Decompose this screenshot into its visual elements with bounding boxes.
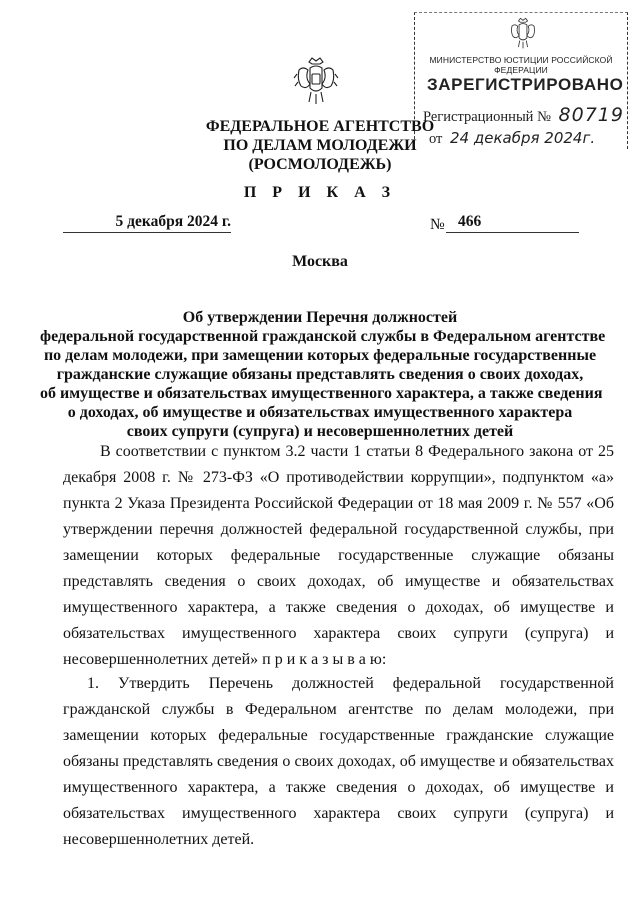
title-line: федеральной государственной гражданской службы в Федеральном агентстве: [40, 328, 606, 345]
item-1-paragraph: 1. Утвердить Перечень должностей федеральной государственной гражданской службы в Федеральном агентстве по делам молодежи, при замещении которых федеральные государственные гражданские служащие обязаны представлять сведения о своих доходах, об имуществе и обязательствах имущественного характера, а также сведения о доходах, об имуществе и обязательствах имущественного характера своих супруги (супруга) и несовершеннолетних детей.: [63, 675, 614, 848]
stamp-registration-label: Регистрационный №: [423, 109, 551, 125]
document-type: П Р И К А З: [243, 184, 397, 201]
title-line: по делам молодежи, при замещении которых федеральные государственные: [43, 347, 597, 364]
title-line: об имуществе и обязательствах имущественного характера, а также сведения: [40, 385, 603, 402]
stamp-ministry-name: МИНИСТЕРСТВО ЮСТИЦИИ РОССИЙСКОЙ ФЕДЕРАЦИИ: [429, 55, 613, 75]
title-line: Об утверждении Перечня должностей: [182, 309, 458, 326]
agency-line: ФЕДЕРАЛЬНОЕ АГЕНТСТВО: [205, 118, 435, 135]
order-number-sign: №: [430, 216, 445, 233]
coat-of-arms-icon: [293, 56, 339, 108]
agency-line: ПО ДЕЛАМ МОЛОДЕЖИ: [223, 137, 417, 154]
order-number: 466: [446, 213, 579, 233]
agency-line: (РОСМОЛОДЕЖЬ): [248, 156, 392, 173]
preamble-paragraph: В соответствии с пунктом 3.2 части 1 статьи 8 Федерального закона от 25 декабря 2008 г. № 273-ФЗ «О противодействии коррупции», подпунктом «а» пункта 2 Указа Президента Российской Федерации от 18 мая 2009 г. № 557 «Об утверждении перечня должностей федеральной государственной службы, при замещении которых федеральные государственные служащие обязаны представлять сведения о своих доходах, об имуществе и обязательствах имущественного характера, а также сведения о доходах, об имуществе и обязательствах имущественного характера своих супруги (супруга) и несовершеннолетних детей» п р и к а з ы в а ю:: [63, 443, 614, 668]
stamp-registration-line: [423, 104, 624, 126]
order-date: 5 декабря 2024 г.: [63, 213, 231, 233]
stamp-registration-number: 80719: [558, 104, 624, 126]
title-line: своих супруги (супруга) и несовершеннолетних детей: [126, 423, 514, 440]
document-title: [40, 308, 606, 441]
stamp-date-line: [429, 129, 595, 148]
stamp-date-label: от: [429, 131, 443, 147]
stamp-status: ЗАРЕГИСТРИРОВАНО: [427, 75, 624, 94]
title-line: гражданские служащие обязаны представлять сведения о своих доходах,: [56, 366, 584, 383]
registration-stamp: [414, 12, 628, 149]
stamp-coat-of-arms-icon: [508, 17, 538, 51]
title-line: о доходах, об имуществе и обязательствах имущественного характера: [67, 404, 573, 421]
agency-name: [200, 117, 443, 174]
order-city: Москва: [292, 253, 348, 270]
stamp-date-value: 24 декабря 2024г.: [450, 129, 596, 147]
